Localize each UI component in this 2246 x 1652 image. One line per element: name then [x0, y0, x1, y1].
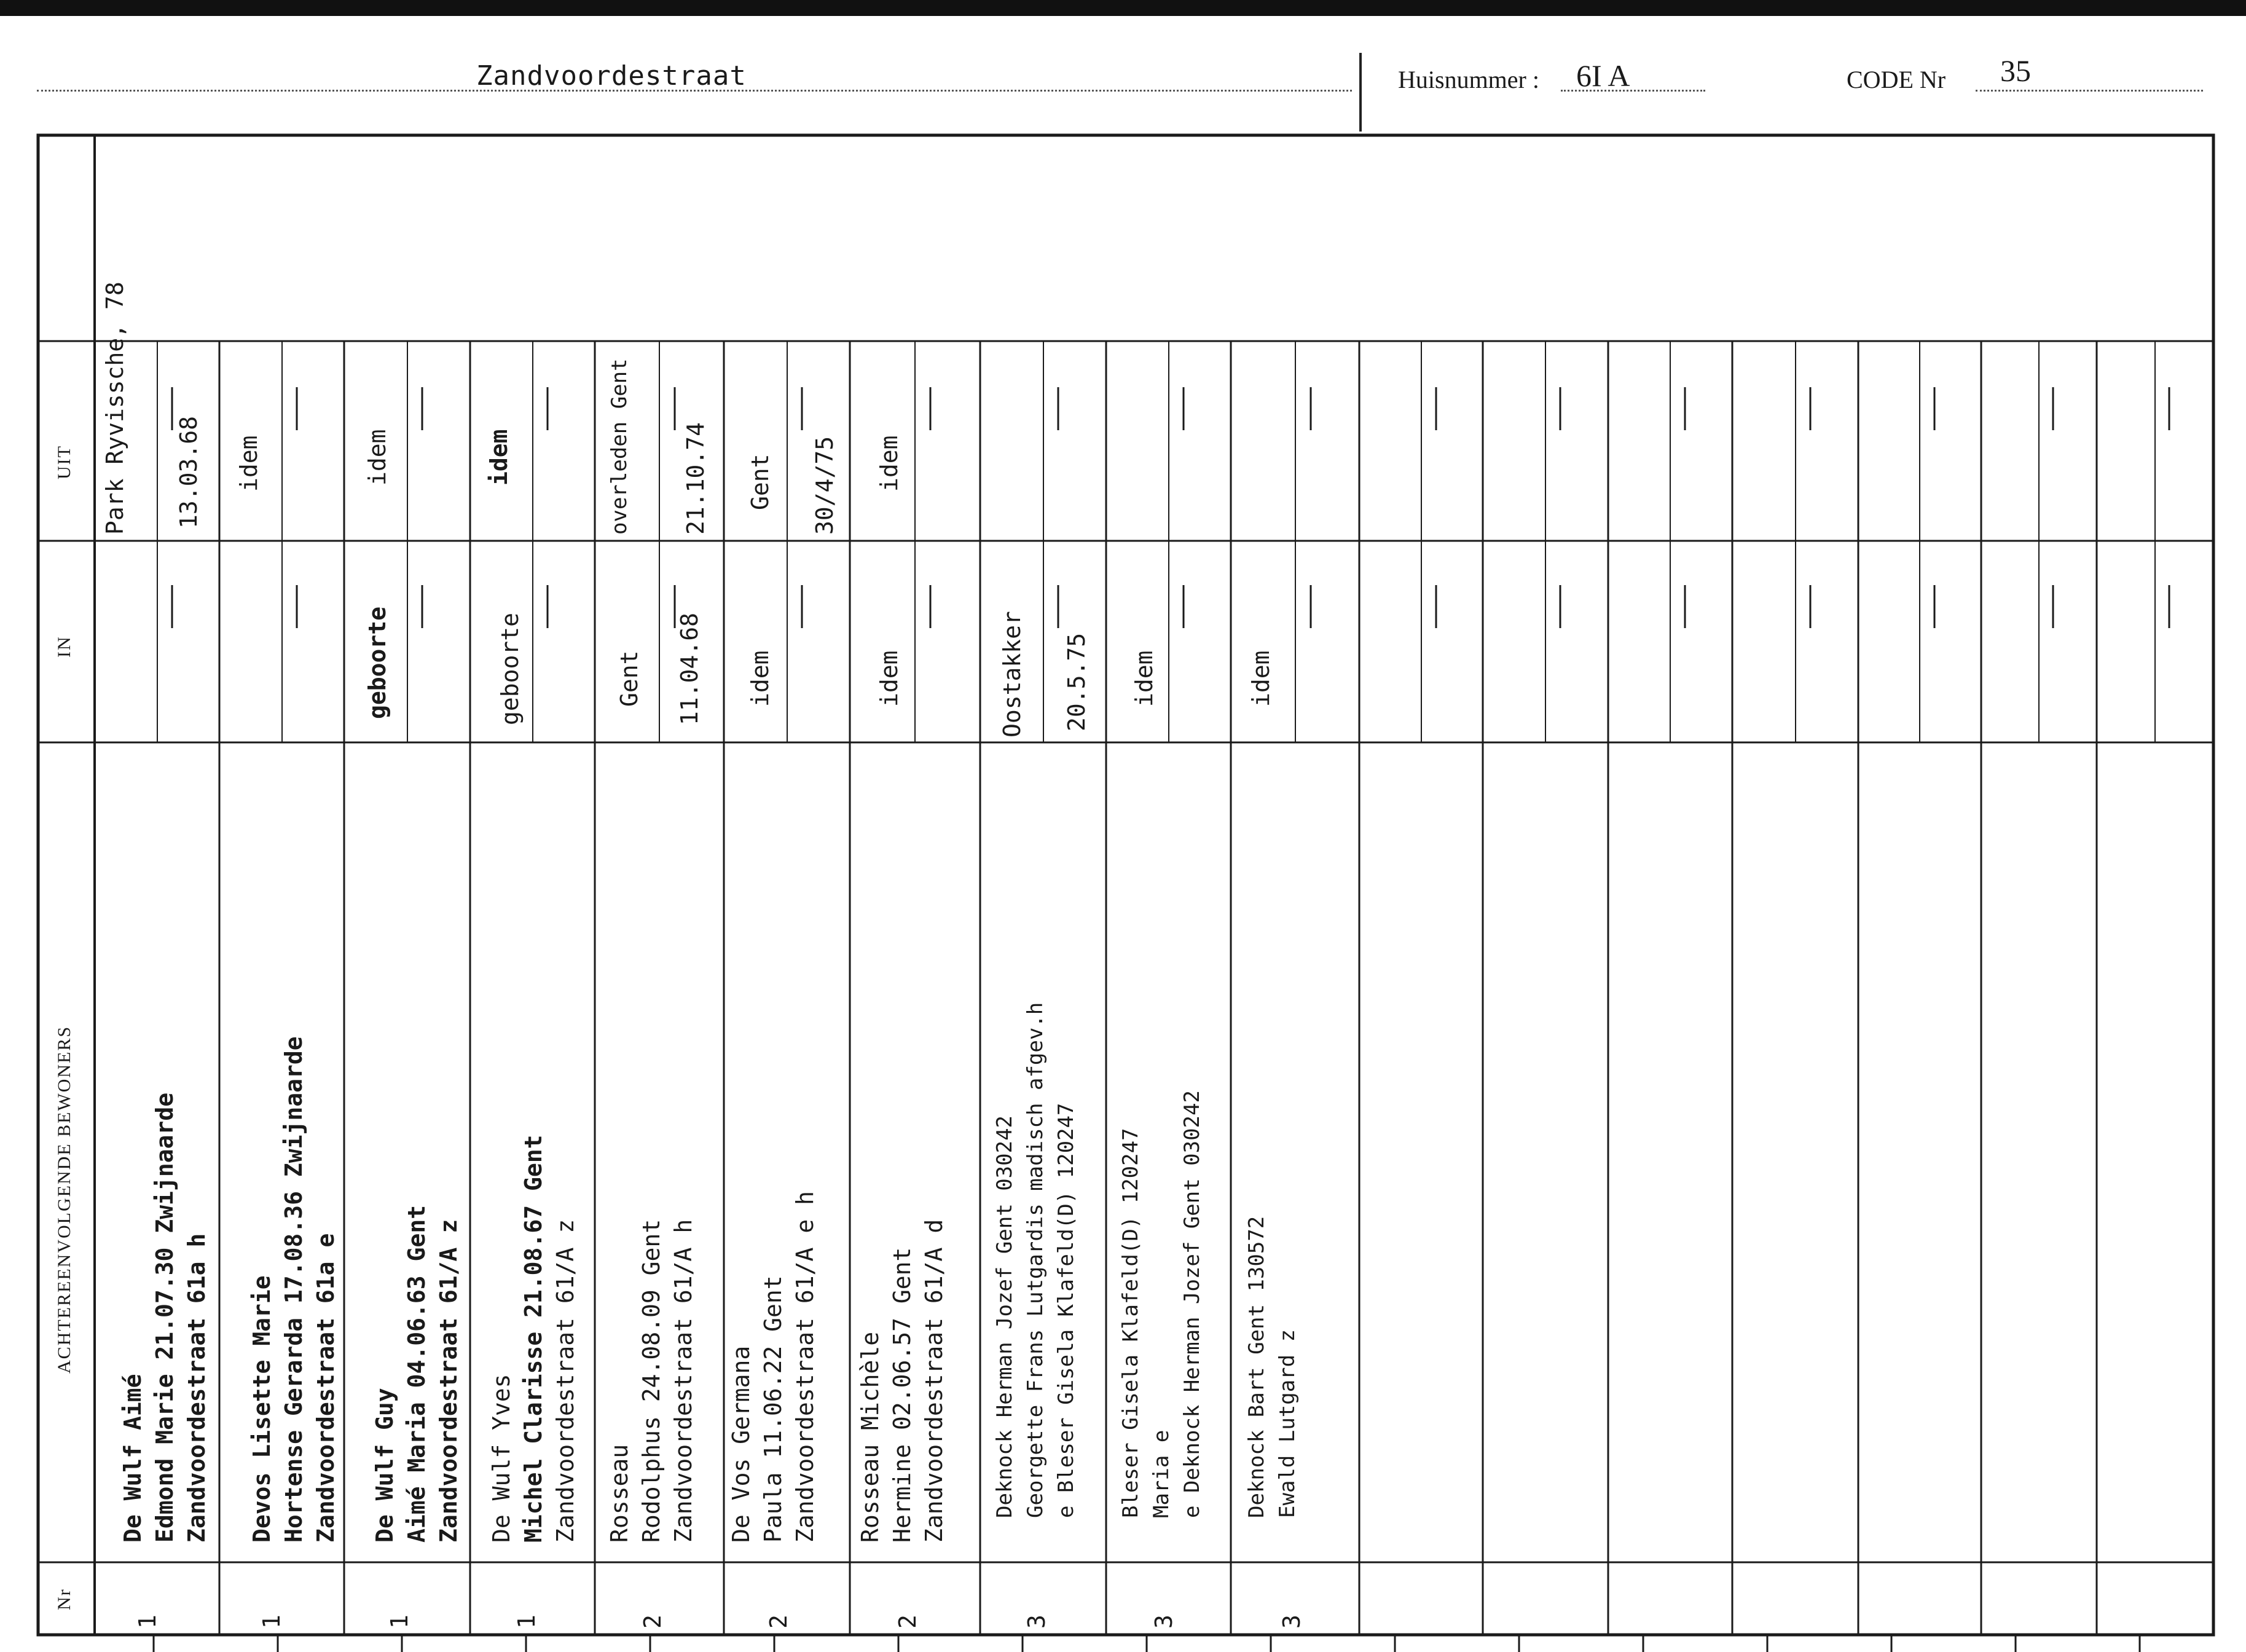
row-number: 2	[765, 1615, 792, 1629]
uit-destination: idem	[876, 435, 903, 492]
column-header-in: IN	[54, 635, 74, 658]
in-date: 11.04.68	[676, 612, 703, 725]
uit-destination: Park Ryvissche, 78	[101, 281, 128, 535]
column-header-nr: Nr	[54, 1588, 74, 1610]
in-origin: idem	[1131, 650, 1158, 707]
house-number-label: Huisnummer :	[1398, 66, 1539, 93]
row-number: 1	[513, 1615, 540, 1629]
resident-entry: Rosseau Rodolphus 24.08.09 Gent Zandvoordestraat 61/A h	[606, 1219, 697, 1543]
in-date: 20.5.75	[1063, 632, 1090, 731]
row-number: 2	[639, 1615, 666, 1629]
resident-entry: Deknock Herman Jozef Gent 030242 Georgette Frans Lutgardis madisch afgev.h e Bleser Gisela Klafeld(D) 120247	[992, 1002, 1078, 1518]
column-header-residents: ACHTEREENVOLGENDE BEWONERS	[54, 1025, 74, 1374]
uit-date: 21.10.74	[682, 422, 709, 535]
in-origin: Gent	[616, 650, 643, 707]
uit-date: 13.03.68	[175, 415, 202, 529]
in-origin: geboorte	[364, 606, 391, 719]
row-number: 1	[258, 1615, 285, 1629]
code-number-label: CODE Nr	[1847, 66, 1946, 93]
uit-destination: idem	[364, 429, 391, 486]
in-origin: idem	[747, 650, 774, 707]
uit-destination: idem	[485, 429, 512, 486]
row-number: 3	[1278, 1615, 1305, 1629]
uit-destination: idem	[235, 435, 262, 492]
row-number: 2	[894, 1615, 921, 1629]
resident-entry: Rosseau Michèle Hermine 02.06.57 Gent Zandvoordestraat 61/A d	[857, 1219, 948, 1543]
resident-entry: Devos Lisette Marie Hortense Gerarda 17.08.36 Zwijnaarde Zandvoordestraat 61a e	[248, 1036, 339, 1543]
resident-entry: De Wulf Aimé Edmond Marie 21.07.30 Zwijnaarde Zandvoordestraat 61a h	[119, 1092, 210, 1543]
resident-entry: Deknock Bart Gent 130572 Ewald Lutgard z	[1244, 1216, 1300, 1518]
in-origin: Oostakker	[999, 611, 1026, 738]
uit-destination: overleden Gent	[607, 358, 632, 535]
uit-date: 30/4/75	[811, 436, 838, 535]
house-number-value: 6I A	[1576, 58, 1630, 93]
column-header-uit: UIT	[54, 445, 74, 479]
resident-entry: De Vos Germana Paula 11.06.22 Gent Zandvoordestraat 61/A e h	[728, 1191, 819, 1543]
row-number: 1	[134, 1615, 161, 1629]
row-number: 3	[1150, 1615, 1177, 1629]
uit-destination: Gent	[747, 454, 774, 510]
street-name: Zandvoordestraat	[476, 60, 747, 92]
in-origin: idem	[876, 650, 903, 707]
code-number-value: 35	[2000, 53, 2031, 88]
in-origin: idem	[1247, 650, 1274, 707]
resident-entry: Bleser Gisela Klafeld(D) 120247 Maria e e Deknock Herman Jozef Gent 030242	[1118, 1090, 1204, 1518]
row-number: 1	[386, 1615, 413, 1629]
row-number: 3	[1023, 1615, 1050, 1629]
resident-entry: De Wulf Guy Aimé Maria 04.06.63 Gent Zandvoordestraat 61/A z	[371, 1205, 462, 1543]
in-origin: geboorte	[497, 612, 524, 725]
resident-entry: De Wulf Yves Michel Clarisse 21.08.67 Gent Zandvoordestraat 61/A z	[488, 1135, 579, 1543]
